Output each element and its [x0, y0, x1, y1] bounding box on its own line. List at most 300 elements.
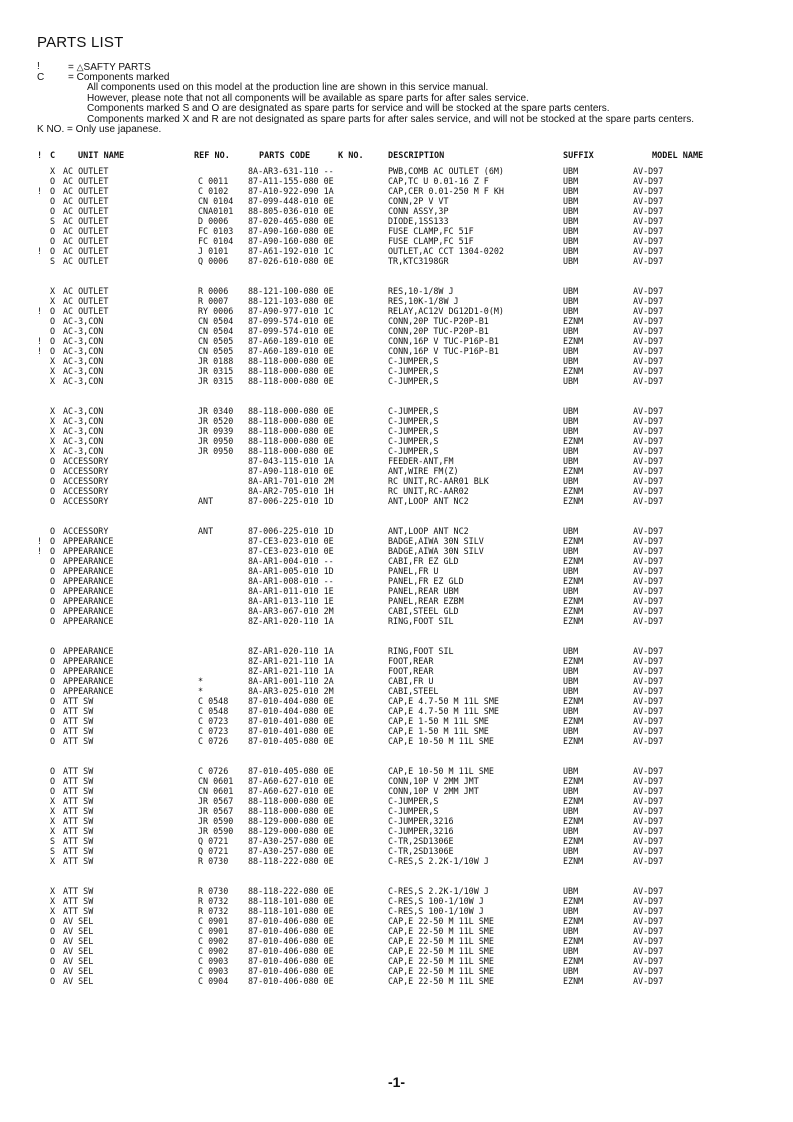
cell-model-name: AV-D97 — [633, 616, 664, 626]
cell-service-code: X — [50, 366, 56, 376]
cell-description: C-JUMPER,S — [388, 356, 439, 366]
table-row — [37, 816, 777, 826]
table-row — [37, 416, 777, 426]
cell-service-code: O — [50, 656, 56, 666]
table-row — [37, 696, 777, 706]
cell-service-code: X — [50, 816, 56, 826]
cell-unit-name: APPEARANCE — [63, 616, 114, 626]
table-row — [37, 736, 777, 746]
table-row — [37, 456, 777, 466]
cell-unit-name: APPEARANCE — [63, 686, 114, 696]
cell-suffix: UBM — [563, 206, 579, 216]
table-row — [37, 476, 777, 486]
cell-unit-name: ACCESSORY — [63, 486, 109, 496]
parts-group — [37, 526, 777, 626]
cell-description: CAP,E 22-50 M 11L SME — [388, 936, 494, 946]
cell-unit-name: AV SEL — [63, 916, 94, 926]
cell-description: CAP,TC U 0.01-16 Z F — [388, 176, 489, 186]
cell-description: PWB,COMB AC OUTLET (6M) — [388, 166, 504, 176]
cell-description: C-RES,S 2.2K-1/10W J — [388, 886, 489, 896]
cell-parts-code: 87-010-404-080 0E — [248, 696, 334, 706]
cell-parts-code: 88-118-101-080 0E — [248, 896, 334, 906]
cell-model-name: AV-D97 — [633, 846, 664, 856]
cell-ref-no: C 0726 — [198, 736, 229, 746]
cell-unit-name: AC OUTLET — [63, 206, 109, 216]
cell-service-code: O — [50, 706, 56, 716]
cell-ref-no: D 0006 — [198, 216, 229, 226]
cell-suffix: UBM — [563, 356, 579, 366]
cell-description: CONN,16P V TUC-P16P-B1 — [388, 336, 499, 346]
cell-model-name: AV-D97 — [633, 586, 664, 596]
cell-service-code: X — [50, 376, 56, 386]
cell-ref-no: C 0903 — [198, 956, 229, 966]
cell-suffix: EZNM — [563, 936, 584, 946]
cell-service-code: X — [50, 356, 56, 366]
cell-parts-code: 8A-AR1-005-010 1D — [248, 566, 334, 576]
cell-unit-name: ACCESSORY — [63, 476, 109, 486]
cell-service-code: X — [50, 856, 56, 866]
table-row — [37, 426, 777, 436]
cell-suffix: UBM — [563, 256, 579, 266]
cell-parts-code: 88-118-000-080 0E — [248, 446, 334, 456]
cell-unit-name: ATT SW — [63, 726, 94, 736]
cell-model-name: AV-D97 — [633, 916, 664, 926]
page-title: PARTS LIST — [37, 34, 124, 51]
cell-model-name: AV-D97 — [633, 886, 664, 896]
cell-description: C-TR,2SD1306E — [388, 846, 454, 856]
cell-description: CAP,E 22-50 M 11L SME — [388, 976, 494, 986]
cell-parts-code: 8A-AR2-705-010 1H — [248, 486, 334, 496]
cell-unit-name: ATT SW — [63, 836, 94, 846]
cell-suffix: UBM — [563, 306, 579, 316]
cell-suffix: UBM — [563, 846, 579, 856]
cell-ref-no: JR 0567 — [198, 796, 234, 806]
cell-ref-no: * — [198, 686, 204, 696]
cell-ref-no: * — [198, 676, 204, 686]
cell-model-name: AV-D97 — [633, 686, 664, 696]
cell-suffix: UBM — [563, 456, 579, 466]
legend — [37, 62, 777, 136]
cell-parts-code: 88-118-000-080 0E — [248, 356, 334, 366]
cell-ref-no: ANT — [198, 496, 214, 506]
cell-safety-mark: ! — [37, 246, 43, 256]
cell-parts-code: 8Z-AR1-020-110 1A — [248, 646, 334, 656]
cell-model-name: AV-D97 — [633, 326, 664, 336]
cell-safety-mark: ! — [37, 346, 43, 356]
cell-description: CAP,E 22-50 M 11L SME — [388, 916, 494, 926]
table-row — [37, 806, 777, 816]
cell-suffix: UBM — [563, 906, 579, 916]
header-model-name: MODEL NAME — [652, 151, 704, 161]
cell-suffix: EZNM — [563, 436, 584, 446]
cell-unit-name: AC OUTLET — [63, 176, 109, 186]
cell-unit-name: ATT SW — [63, 796, 94, 806]
cell-model-name: AV-D97 — [633, 836, 664, 846]
table-row — [37, 566, 777, 576]
cell-unit-name: AC-3,CON — [63, 346, 104, 356]
table-row — [37, 906, 777, 916]
cell-ref-no: JR 0950 — [198, 436, 234, 446]
table-row — [37, 716, 777, 726]
cell-suffix: EZNM — [563, 716, 584, 726]
cell-parts-code: 88-118-000-080 0E — [248, 796, 334, 806]
cell-unit-name: AC-3,CON — [63, 416, 104, 426]
cell-suffix: EZNM — [563, 576, 584, 586]
cell-description: ANT,LOOP ANT NC2 — [388, 496, 469, 506]
table-row — [37, 316, 777, 326]
cell-parts-code: 87-010-406-080 0E — [248, 946, 334, 956]
table-row — [37, 886, 777, 896]
cell-suffix: UBM — [563, 686, 579, 696]
cell-description: C-JUMPER,S — [388, 416, 439, 426]
cell-parts-code: 8Z-AR1-021-110 1A — [248, 666, 334, 676]
cell-service-code: X — [50, 296, 56, 306]
parts-group — [37, 286, 777, 386]
header-code: C — [50, 151, 56, 161]
cell-service-code: O — [50, 576, 56, 586]
cell-description: C-JUMPER,S — [388, 806, 439, 816]
table-row — [37, 576, 777, 586]
cell-service-code: O — [50, 306, 56, 316]
cell-description: OUTLET,AC CCT 1304-0202 — [388, 246, 504, 256]
cell-service-code: O — [50, 566, 56, 576]
cell-description: ANT,LOOP ANT NC2 — [388, 526, 469, 536]
cell-suffix: UBM — [563, 426, 579, 436]
cell-suffix: UBM — [563, 926, 579, 936]
cell-service-code: X — [50, 826, 56, 836]
cell-model-name: AV-D97 — [633, 966, 664, 976]
cell-ref-no: C 0548 — [198, 706, 229, 716]
cell-unit-name: ATT SW — [63, 816, 94, 826]
cell-service-code: O — [50, 926, 56, 936]
cell-ref-no: RY 0006 — [198, 306, 234, 316]
cell-description: C-JUMPER,3216 — [388, 826, 454, 836]
cell-unit-name: AC-3,CON — [63, 356, 104, 366]
cell-service-code: O — [50, 336, 56, 346]
cell-unit-name: AC OUTLET — [63, 246, 109, 256]
cell-unit-name: ACCESSORY — [63, 526, 109, 536]
cell-description: FOOT,REAR — [388, 656, 434, 666]
cell-unit-name: ATT SW — [63, 896, 94, 906]
cell-service-code: O — [50, 616, 56, 626]
cell-parts-code: 8A-AR1-004-010 -- — [248, 556, 334, 566]
cell-ref-no: Q 0721 — [198, 846, 229, 856]
cell-service-code: O — [50, 456, 56, 466]
cell-suffix: UBM — [563, 546, 579, 556]
cell-description: CABI,FR EZ GLD — [388, 556, 459, 566]
cell-service-code: O — [50, 236, 56, 246]
parts-group — [37, 886, 777, 986]
cell-parts-code: 87-010-406-080 0E — [248, 956, 334, 966]
cell-parts-code: 87-010-401-080 0E — [248, 726, 334, 736]
cell-ref-no: R 0730 — [198, 886, 229, 896]
cell-ref-no: R 0007 — [198, 296, 229, 306]
cell-parts-code: 87-099-574-010 0E — [248, 316, 334, 326]
cell-model-name: AV-D97 — [633, 236, 664, 246]
cell-model-name: AV-D97 — [633, 906, 664, 916]
cell-description: CAP,E 1-50 M 11L SME — [388, 716, 489, 726]
cell-ref-no: C 0902 — [198, 946, 229, 956]
cell-suffix: UBM — [563, 806, 579, 816]
table-row — [37, 776, 777, 786]
cell-model-name: AV-D97 — [633, 316, 664, 326]
cell-unit-name: AV SEL — [63, 936, 94, 946]
cell-ref-no: CN 0504 — [198, 316, 234, 326]
cell-unit-name: AC OUTLET — [63, 196, 109, 206]
table-row — [37, 856, 777, 866]
cell-parts-code: 87-099-448-010 0E — [248, 196, 334, 206]
cell-description: FUSE CLAMP,FC 51F — [388, 226, 474, 236]
cell-unit-name: ATT SW — [63, 766, 94, 776]
table-row — [37, 836, 777, 846]
cell-description: CAP,E 22-50 M 11L SME — [388, 946, 494, 956]
cell-service-code: O — [50, 956, 56, 966]
cell-description: RES,10K-1/8W J — [388, 296, 459, 306]
cell-parts-code: 88-805-036-010 0E — [248, 206, 334, 216]
cell-ref-no: C 0726 — [198, 766, 229, 776]
table-row — [37, 186, 777, 196]
cell-suffix: EZNM — [563, 316, 584, 326]
cell-parts-code: 87-020-465-080 0E — [248, 216, 334, 226]
cell-suffix: EZNM — [563, 536, 584, 546]
table-row — [37, 646, 777, 656]
cell-parts-code: 8A-AR1-008-010 -- — [248, 576, 334, 586]
cell-parts-code: 8Z-AR1-020-110 1A — [248, 616, 334, 626]
cell-unit-name: APPEARANCE — [63, 646, 114, 656]
cell-model-name: AV-D97 — [633, 926, 664, 936]
cell-ref-no: CN 0601 — [198, 776, 234, 786]
cell-ref-no: JR 0939 — [198, 426, 234, 436]
cell-suffix: EZNM — [563, 366, 584, 376]
table-row — [37, 976, 777, 986]
cell-description: CABI,FR U — [388, 676, 434, 686]
cell-service-code: O — [50, 676, 56, 686]
header-suffix: SUFFIX — [563, 151, 594, 161]
cell-suffix: UBM — [563, 416, 579, 426]
cell-service-code: O — [50, 596, 56, 606]
cell-service-code: O — [50, 766, 56, 776]
cell-model-name: AV-D97 — [633, 186, 664, 196]
cell-description: C-JUMPER,S — [388, 796, 439, 806]
cell-service-code: O — [50, 486, 56, 496]
cell-unit-name: APPEARANCE — [63, 546, 114, 556]
cell-ref-no: FC 0103 — [198, 226, 234, 236]
cell-unit-name: AC OUTLET — [63, 306, 109, 316]
cell-parts-code: 87-010-406-080 0E — [248, 976, 334, 986]
cell-suffix: UBM — [563, 646, 579, 656]
cell-parts-code: 88-129-000-080 0E — [248, 816, 334, 826]
cell-parts-code: 8Z-AR1-021-110 1A — [248, 656, 334, 666]
cell-description: CAP,E 4.7-50 M 11L SME — [388, 696, 499, 706]
cell-suffix: EZNM — [563, 836, 584, 846]
parts-group — [37, 646, 777, 746]
header-parts-code: PARTS CODE — [259, 151, 311, 161]
cell-description: C-JUMPER,3216 — [388, 816, 454, 826]
cell-suffix: EZNM — [563, 776, 584, 786]
cell-model-name: AV-D97 — [633, 426, 664, 436]
cell-suffix: EZNM — [563, 466, 584, 476]
cell-suffix: EZNM — [563, 816, 584, 826]
cell-parts-code: 88-118-000-080 0E — [248, 416, 334, 426]
cell-ref-no: C 0548 — [198, 696, 229, 706]
cell-description: C-RES,S 100-1/10W J — [388, 906, 484, 916]
cell-model-name: AV-D97 — [633, 206, 664, 216]
legend-note: Components marked S and O are designated as spare parts for service and will be stocked at the spare parts centers. — [87, 103, 610, 114]
cell-unit-name: AC-3,CON — [63, 446, 104, 456]
cell-service-code: X — [50, 906, 56, 916]
cell-service-code: X — [50, 896, 56, 906]
cell-parts-code: 88-121-100-080 0E — [248, 286, 334, 296]
cell-model-name: AV-D97 — [633, 196, 664, 206]
legend-text: Components marked — [76, 71, 170, 83]
cell-model-name: AV-D97 — [633, 826, 664, 836]
cell-suffix: UBM — [563, 406, 579, 416]
cell-unit-name: ATT SW — [63, 706, 94, 716]
table-row — [37, 766, 777, 776]
cell-service-code: X — [50, 806, 56, 816]
cell-ref-no: C 0011 — [198, 176, 229, 186]
cell-unit-name: AC-3,CON — [63, 436, 104, 446]
cell-parts-code: 87-CE3-023-010 0E — [248, 536, 334, 546]
legend-symbol: C — [37, 71, 45, 83]
cell-ref-no: ANT — [198, 526, 214, 536]
cell-parts-code: 88-129-000-080 0E — [248, 826, 334, 836]
cell-parts-code: 87-006-225-010 1D — [248, 496, 334, 506]
cell-description: FEEDER-ANT,FM — [388, 456, 454, 466]
cell-suffix: UBM — [563, 706, 579, 716]
cell-unit-name: ATT SW — [63, 696, 94, 706]
cell-model-name: AV-D97 — [633, 536, 664, 546]
parts-group — [37, 406, 777, 506]
cell-service-code: O — [50, 776, 56, 786]
cell-description: RC UNIT,RC-AAR01 BLK — [388, 476, 489, 486]
cell-unit-name: AC OUTLET — [63, 236, 109, 246]
cell-description: C-JUMPER,S — [388, 426, 439, 436]
cell-model-name: AV-D97 — [633, 976, 664, 986]
cell-unit-name: AC-3,CON — [63, 406, 104, 416]
cell-service-code: O — [50, 536, 56, 546]
cell-model-name: AV-D97 — [633, 466, 664, 476]
cell-suffix: EZNM — [563, 616, 584, 626]
cell-ref-no: Q 0721 — [198, 836, 229, 846]
table-row — [37, 196, 777, 206]
cell-suffix: UBM — [563, 676, 579, 686]
cell-model-name: AV-D97 — [633, 816, 664, 826]
cell-suffix: UBM — [563, 786, 579, 796]
cell-ref-no: JR 0567 — [198, 806, 234, 816]
cell-unit-name: APPEARANCE — [63, 676, 114, 686]
cell-parts-code: 88-118-000-080 0E — [248, 406, 334, 416]
cell-suffix: UBM — [563, 226, 579, 236]
cell-suffix: UBM — [563, 236, 579, 246]
cell-ref-no: C 0901 — [198, 926, 229, 936]
cell-description: CONN,2P V VT — [388, 196, 449, 206]
cell-service-code: X — [50, 436, 56, 446]
cell-parts-code: 87-010-406-080 0E — [248, 916, 334, 926]
cell-ref-no: C 0903 — [198, 966, 229, 976]
cell-suffix: UBM — [563, 586, 579, 596]
cell-service-code: O — [50, 496, 56, 506]
cell-unit-name: AC-3,CON — [63, 376, 104, 386]
cell-model-name: AV-D97 — [633, 666, 664, 676]
cell-suffix: UBM — [563, 286, 579, 296]
cell-unit-name: APPEARANCE — [63, 596, 114, 606]
header-description: DESCRIPTION — [388, 151, 445, 161]
cell-description: PANEL,FR U — [388, 566, 439, 576]
cell-ref-no: R 0006 — [198, 286, 229, 296]
cell-unit-name: AV SEL — [63, 976, 94, 986]
legend-note: Components marked X and R are not designated as spare parts for after sales service, and will not be stocked at the spare parts centers. — [87, 113, 694, 125]
cell-parts-code: 87-A30-257-080 0E — [248, 836, 334, 846]
cell-description: CAP,E 4.7-50 M 11L SME — [388, 706, 499, 716]
cell-service-code: O — [50, 316, 56, 326]
cell-ref-no: C 0102 — [198, 186, 229, 196]
cell-parts-code: 88-121-103-080 0E — [248, 296, 334, 306]
cell-service-code: S — [50, 216, 56, 226]
cell-service-code: O — [50, 786, 56, 796]
cell-service-code: O — [50, 196, 56, 206]
cell-description: CAP,E 10-50 M 11L SME — [388, 736, 494, 746]
cell-parts-code: 87-010-406-080 0E — [248, 926, 334, 936]
cell-unit-name: APPEARANCE — [63, 606, 114, 616]
cell-suffix: EZNM — [563, 856, 584, 866]
cell-model-name: AV-D97 — [633, 576, 664, 586]
cell-suffix: UBM — [563, 296, 579, 306]
cell-suffix: EZNM — [563, 916, 584, 926]
cell-description: FUSE CLAMP,FC 51F — [388, 236, 474, 246]
cell-model-name: AV-D97 — [633, 726, 664, 736]
cell-parts-code: 87-A11-155-080 0E — [248, 176, 334, 186]
cell-parts-code: 87-010-401-080 0E — [248, 716, 334, 726]
cell-description: C-JUMPER,S — [388, 376, 439, 386]
cell-suffix: EZNM — [563, 596, 584, 606]
cell-suffix: EZNM — [563, 736, 584, 746]
cell-unit-name: ATT SW — [63, 906, 94, 916]
cell-service-code: X — [50, 406, 56, 416]
table-row — [37, 946, 777, 956]
cell-unit-name: APPEARANCE — [63, 666, 114, 676]
header-mark: ! — [37, 151, 43, 161]
cell-service-code: X — [50, 796, 56, 806]
cell-unit-name: APPEARANCE — [63, 536, 114, 546]
cell-parts-code: 87-010-404-080 0E — [248, 706, 334, 716]
cell-description: CAP,E 1-50 M 11L SME — [388, 726, 489, 736]
cell-parts-code: 8A-AR3-631-110 -- — [248, 166, 334, 176]
table-row — [37, 596, 777, 606]
cell-ref-no: C 0904 — [198, 976, 229, 986]
table-row — [37, 246, 777, 256]
cell-unit-name: AV SEL — [63, 926, 94, 936]
table-row — [37, 376, 777, 386]
table-row — [37, 556, 777, 566]
cell-model-name: AV-D97 — [633, 476, 664, 486]
cell-ref-no: JR 0590 — [198, 816, 234, 826]
cell-parts-code: 88-118-101-080 0E — [248, 906, 334, 916]
cell-parts-code: 8A-AR3-025-010 2M — [248, 686, 334, 696]
cell-service-code: O — [50, 696, 56, 706]
cell-service-code: O — [50, 966, 56, 976]
legend-symbol: ! — [37, 61, 40, 72]
cell-service-code: X — [50, 426, 56, 436]
cell-service-code: S — [50, 836, 56, 846]
cell-suffix: EZNM — [563, 796, 584, 806]
table-header — [37, 151, 767, 161]
table-row — [37, 956, 777, 966]
table-row — [37, 296, 777, 306]
cell-ref-no: JR 0315 — [198, 366, 234, 376]
cell-description: C-JUMPER,S — [388, 436, 439, 446]
table-row — [37, 326, 777, 336]
